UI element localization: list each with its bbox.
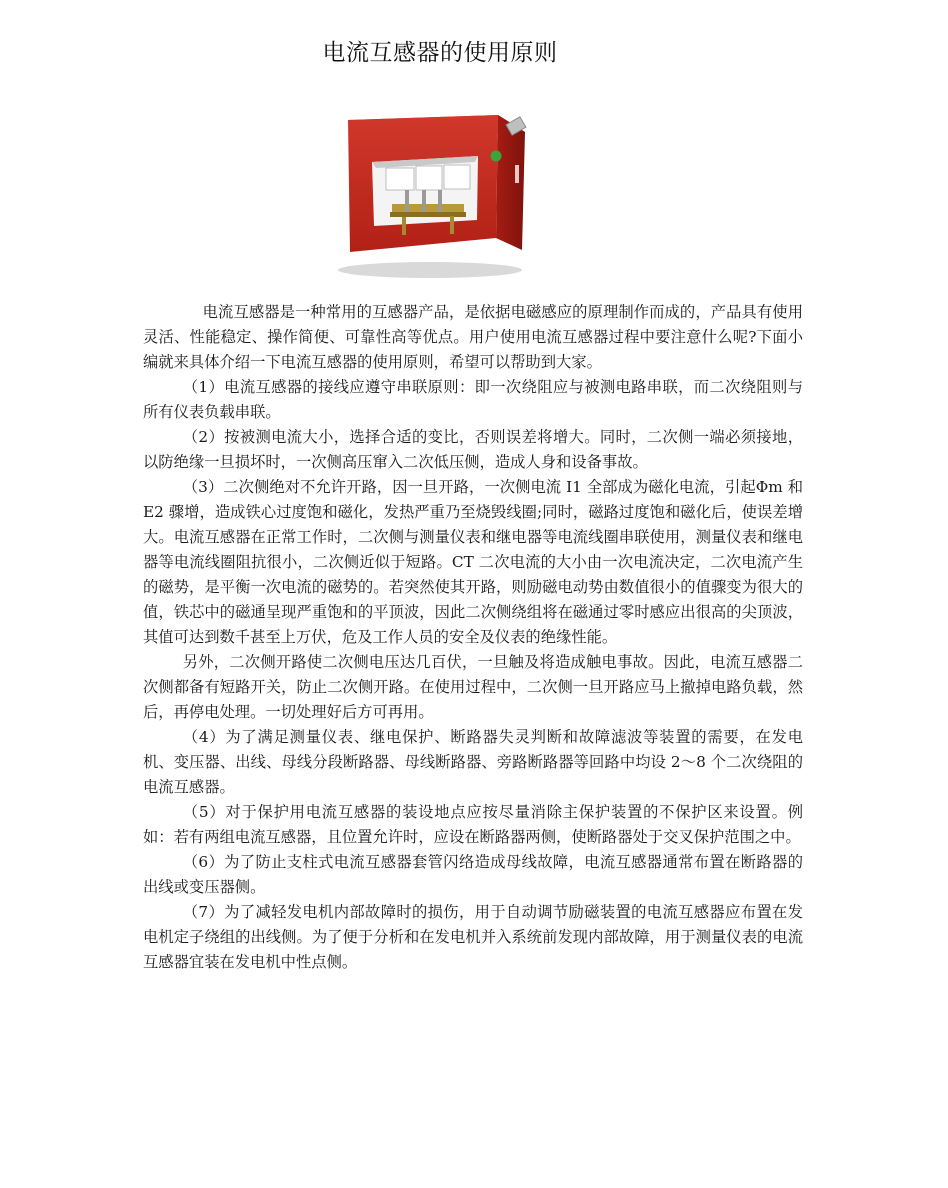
paragraph-rule-4: （4）为了满足测量仪表、继电保护、断路器失灵判断和故障滤波等装置的需要，在发电机、变压器、出线、母线分段断路器、母线断路器、旁路断路器等回路中均设 2～8 个二次绕阻的电流互感器。: [143, 728, 803, 796]
paragraph-rule-6: （6）为了防止支柱式电流互感器套管闪络造成母线故障，电流互感器通常布置在断路器的出线或变压器侧。: [143, 853, 803, 896]
article-body: [143, 300, 803, 975]
paragraph-rule-5: （5）对于保护用电流互感器的装设地点应按尽量消除主保护装置的不保护区来设置。例如：若有两组电流互感器，且位置允许时，应设在断路器两侧，使断路器处于交叉保护范围之中。: [143, 803, 803, 846]
paragraph-rule-3-note: 另外，二次侧开路使二次侧电压达几百伏，一旦触及将造成触电事故。因此，电流互感器二次侧都备有短路开关，防止二次侧开路。在使用过程中，二次侧一旦开路应马上撤掉电路负载，然后，再停电处理。一切处理好后方可再用。: [143, 653, 803, 721]
paragraph-rule-1: （1）电流互感器的接线应遵守串联原则：即一次绕阻应与被测电路串联，而二次绕阻则与所有仪表负载串联。: [143, 378, 803, 421]
paragraph-rule-7: （7）为了减轻发电机内部故障时的损伤，用于自动调节励磁装置的电流互感器应布置在发电机定子绕组的出线侧。为了便于分析和在发电机并入系统前发现内部故障，用于测量仪表的电流互感器宜装在发电机中性点侧。: [143, 903, 803, 971]
paragraph-rule-2: （2）按被测电流大小，选择合适的变比，否则误差将增大。同时，二次侧一端必须接地，以防绝缘一旦损坏时，一次侧高压窜入二次低压侧，造成人身和设备事故。: [143, 428, 803, 471]
paragraph-rule-3: （3）二次侧绝对不允许开路，因一旦开路，一次侧电流 I1 全部成为磁化电流，引起Φm 和 E2 骤增，造成铁心过度饱和磁化，发热严重乃至烧毁线圈;同时，磁路过度饱和磁化后，使误差增大。电流互感器在正常工作时，二次侧与测量仪表和继电器等电流线圈串联使用，测量仪表和继电器等电流线圈阻抗很小，二次侧近似于短路。CT 二次电流的大小由一次电流决定，二次电流产生的磁势，是平衡一次电流的磁势的。若突然使其开路，则励磁电动势由数值很小的值骤变为很大的值，铁芯中的磁通呈现严重饱和的平顶波，因此二次侧绕组将在磁通过零时感应出很高的尖顶波，其值可达到数千甚至上万伏，危及工作人员的安全及仪表的绝缘性能。: [143, 478, 803, 646]
page-title: 电流互感器的使用原则: [322, 40, 558, 66]
paragraph-intro: 电流互感器是一种常用的互感器产品，是依据电磁感应的原理制作而成的，产品具有使用灵活、性能稳定、操作简便、可靠性高等优点。用户使用电流互感器过程中要注意什么呢?下面小编就来具体介绍一下电流互感器的使用原则，希望可以帮助到大家。: [143, 303, 803, 371]
current-transformer-photo: [330, 110, 540, 285]
